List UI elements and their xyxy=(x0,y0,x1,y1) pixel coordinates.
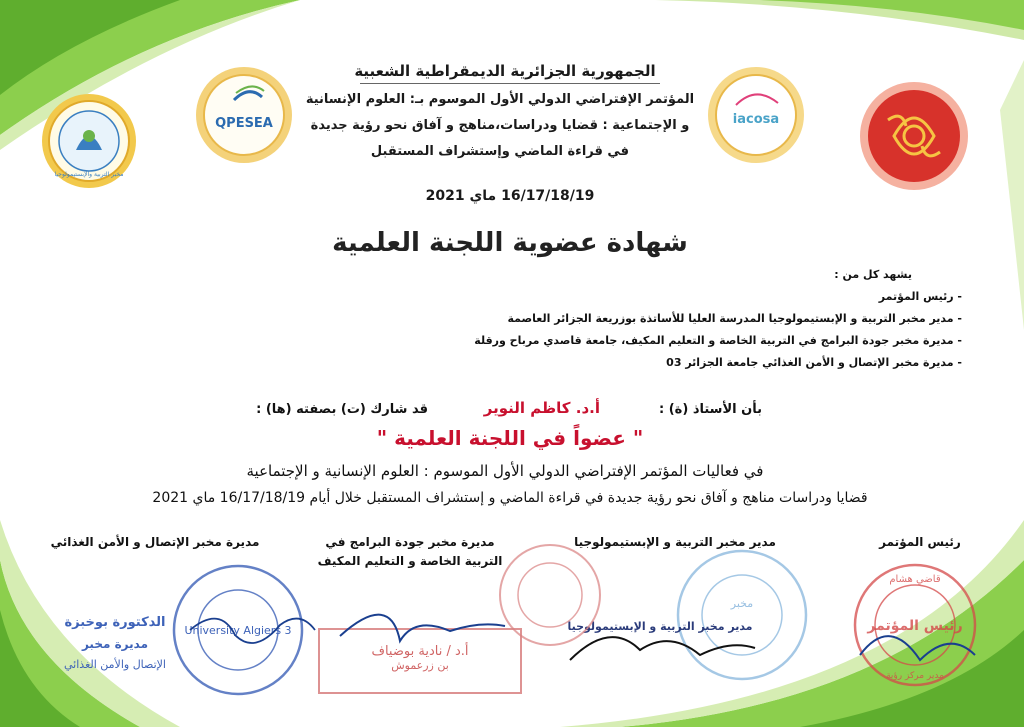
president-stamp xyxy=(850,560,980,690)
conference-line-2: و الإجتماعية : قضايا ودراسات،مناهج و آفاق نحو رؤية جديدة xyxy=(310,118,690,133)
svg-text:قاضي هشام: قاضي هشام xyxy=(889,574,941,585)
svg-text:مدير مركز رؤية: مدير مركز رؤية xyxy=(886,671,944,681)
witness-item: - مديرة مخبر الإتصال و الأمن الغذائي جامعة الجزائر 03 xyxy=(666,356,962,369)
communication-stamp-name: الدكتورة بوخبزة xyxy=(64,615,166,630)
signatory-title-quality: مديرة مخبر جودة البرامج في التربية الخاصة و التعليم المكيف xyxy=(317,535,503,568)
lab-education-logo xyxy=(40,92,138,190)
recipient-prefix: بأن الأستاذ (ة) : xyxy=(659,402,762,417)
quality-stamp-name: أ.د / نادية بوضياف xyxy=(371,644,469,659)
communication-stamp-caption: الإتصال والأمن الغذائي xyxy=(64,658,166,671)
svg-text:University Algiers 3: University Algiers 3 xyxy=(184,624,292,637)
communication-stamp-sub: مديرة مخبر xyxy=(81,637,149,651)
witness-intro: يشهد كل من : xyxy=(834,268,912,281)
witness-item: - رئيس المؤتمر xyxy=(878,290,962,303)
quality-signature xyxy=(330,596,510,656)
red-emblem-logo xyxy=(858,80,970,192)
witness-item: - مديرة مخبر جودة البرامج في التربية الخاصة و التعليم المكيف، جامعة قاصدي مرباح ورقلة xyxy=(474,334,962,347)
communication-signature xyxy=(180,600,320,660)
body-line-2: قضايا ودراسات مناهج و آفاق نحو رؤية جديدة في قراءة الماضي و إستشراف المستقبل خلال أيام 16/17/18/19 ماي 2021 xyxy=(152,490,868,506)
conference-line-1: المؤتمر الإفتراضي الدولي الأول الموسوم بـ: العلوم الإنسانية xyxy=(305,92,695,107)
qpesea-logo xyxy=(194,65,294,165)
participation-label: قد شارك (ت) بصفته (ها) : xyxy=(256,402,428,417)
witness-item: - مدير مخبر التربية و الإبستيمولوجيا المدرسة العليا للأساتذة بوزريعة الجزائر العاصمة xyxy=(507,312,962,325)
republic-title: الجمهورية الجزائرية الديمقراطية الشعبية xyxy=(354,62,656,80)
svg-text:مخبر التربية والإبستيمولوجيا: مخبر التربية والإبستيمولوجيا xyxy=(54,171,124,178)
header-divider xyxy=(360,83,660,84)
svg-text:رئيس المؤتمر: رئيس المؤتمر xyxy=(867,618,963,634)
quality-stamp-sub: بن زرعموش xyxy=(391,659,449,672)
svg-text:مخبر: مخبر xyxy=(730,597,754,610)
conference-line-3: في قراءة الماضي وإستشراف المستقبل xyxy=(370,144,630,159)
signatory-title-lab-education: مدير مخبر التربية و الإبستيمولوجيا xyxy=(574,535,776,549)
svg-text:QPESEA: QPESEA xyxy=(215,116,273,131)
signatory-title-communication: مديرة مخبر الإتصال و الأمن الغذائي xyxy=(50,535,260,549)
role-statement: " عضواً في اللجنة العلمية " xyxy=(376,426,644,450)
lab-education-stamp-caption: مدير مخبر التربية و الإبستيمولوجيا xyxy=(567,620,753,633)
recipient-name: أ.د. كاظم النوير xyxy=(483,399,600,417)
iacosa-logo xyxy=(706,65,806,165)
certificate-title: شهادة عضوية اللجنة العلمية xyxy=(332,228,688,258)
signatory-title-president: رئيس المؤتمر xyxy=(879,535,961,549)
president-signature xyxy=(860,636,975,660)
svg-text:iacosa: iacosa xyxy=(732,112,780,127)
conference-date: 16/17/18/19 ماي 2021 xyxy=(425,188,595,204)
body-line-1: في فعاليات المؤتمر الإفتراضي الدولي الأول الموسوم : العلوم الإنسانية و الإجتماعية xyxy=(246,462,764,480)
